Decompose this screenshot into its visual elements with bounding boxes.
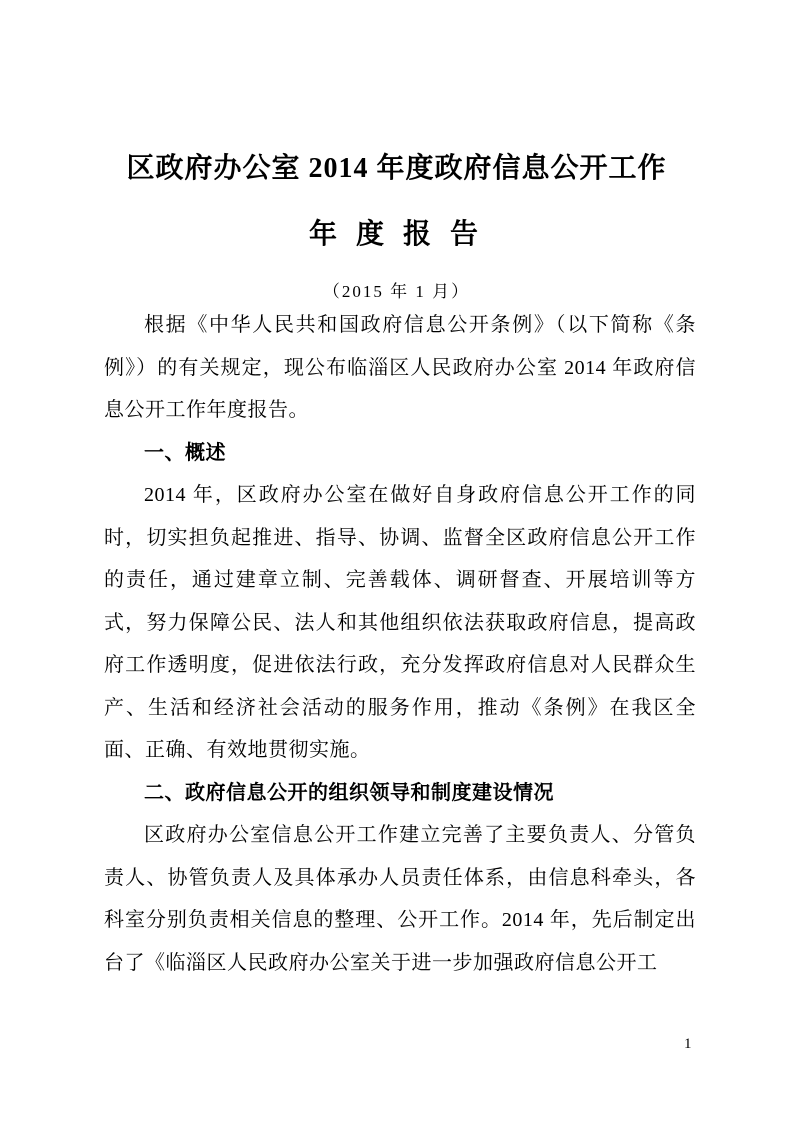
- paragraph: 根据《中华人民共和国政府信息公开条例》（以下简称《条例》）的有关规定，现公布临淄区人民政府办公室 2014 年政府信息公开工作年度报告。: [104, 314, 696, 421]
- section-heading: 二、政府信息公开的组织领导和制度建设情况: [144, 781, 554, 804]
- document-date-line: （2015 年 1 月）: [322, 282, 471, 301]
- document-title-line1: 区政府办公室 2014 年度政府信息公开工作: [126, 153, 667, 184]
- paragraph: 区政府办公室信息公开工作建立完善了主要负责人、分管负责人、协管负责人及具体承办人员责任体系，由信息科牵头，各科室分别负责相关信息的整理、公开工作。2014 年，先后制定出台了《临淄区人民政府办公室关于进一步加强政府信息公开工: [104, 824, 696, 974]
- document-body: [104, 304, 696, 984]
- paragraph: 2014 年，区政府办公室在做好自身政府信息公开工作的同时，切实担负起推进、指导、协调、监督全区政府信息公开工作的责任，通过建章立制、完善载体、调研督查、开展培训等方式，努力保障公民、法人和其他组织依法获取政府信息，提高政府工作透明度，促进依法行政，充分发挥政府信息对人民群众生产、生活和经济社会活动的服务作用，推动《条例》在我区全面、正确、有效地贯彻实施。: [104, 484, 696, 761]
- document-title-line2: 年 度 报 告: [308, 219, 484, 250]
- section-heading: 一、概述: [144, 441, 226, 464]
- page-number: 1: [684, 1036, 692, 1052]
